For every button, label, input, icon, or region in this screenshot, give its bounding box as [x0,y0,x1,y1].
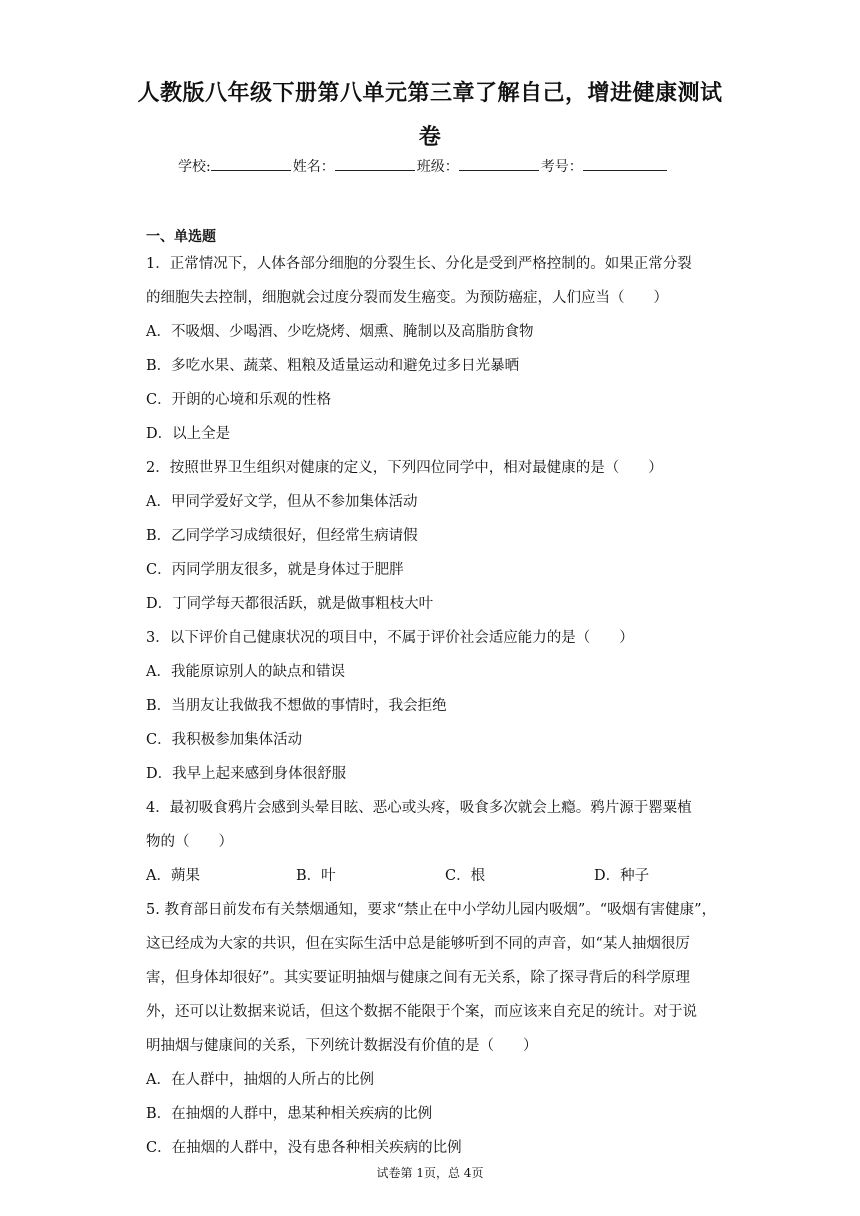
exam-no-blank [583,156,667,171]
question-1-option-c: C．开朗的心境和乐观的性格 [146,392,332,408]
class-blank [459,156,539,171]
question-2-option-a: A．甲同学爱好文学，但从不参加集体活动 [146,494,418,510]
question-5-option-b: B．在抽烟的人群中，患某种相关疾病的比例 [146,1106,433,1122]
question-1-option-a: A．不吸烟、少喝酒、少吃烧烤、烟熏、腌制以及高脂肪食物 [146,324,534,340]
page-title [120,72,740,160]
question-4-option-a: A．蒴果 [146,868,200,884]
question-5-stem-line-1: 5. 教育部日前发布有关禁烟通知，要求“禁止在中小学幼儿园内吸烟”。“吸烟有害健康”， [146,902,717,918]
question-5-stem-line-4: 外，还可以让数据来说话，但这个数据不能限于个案，而应该来自充足的统计。对于说 [146,1004,697,1020]
question-3-option-c: C．我积极参加集体活动 [146,732,303,748]
question-4-stem-line-2: 物的（ ） [146,834,233,850]
question-5-option-a: A．在人群中，抽烟的人所占的比例 [146,1072,374,1088]
question-2-stem: 2．按照世界卫生组织对健康的定义，下列四位同学中，相对最健康的是（ ） [146,460,663,476]
question-4-stem-line-1: 4．最初吸食鸦片会感到头晕目眩、恶心或头疼，吸食多次就会上瘾。鸦片源于罂粟植 [146,800,692,816]
school-label: 学校: [178,159,211,175]
question-2-option-c: C．丙同学朋友很多，就是身体过于肥胖 [146,562,404,578]
question-5-stem-line-2: 这已经成为大家的共识，但在实际生活中总是能够听到不同的声音，如“某人抽烟很厉 [146,936,690,952]
question-5-stem-line-5: 明抽烟与健康间的关系，下列统计数据没有价值的是（ ） [146,1038,538,1054]
question-3-option-b: B．当朋友让我做我不想做的事情时，我会拒绝 [146,698,447,714]
title-line-1: 人教版八年级下册第八单元第三章了解自己，增进健康测试 [137,81,723,106]
name-label: 姓名： [292,159,335,175]
question-4-option-d: D．种子 [594,868,650,884]
question-2-option-d: D．丁同学每天都很活跃，就是做事粗枝大叶 [146,596,434,612]
student-info-row [178,156,669,176]
question-5-stem-line-3: 害，但身体却很好”。其实要证明抽烟与健康之间有无关系，除了探寻背后的科学原理 [146,970,690,986]
title-line-2: 卷 [418,125,442,150]
question-2-option-b: B．乙同学学习成绩很好，但经常生病请假 [146,528,418,544]
question-4-option-c: C．根 [445,868,486,884]
question-3-option-d: D．我早上起来感到身体很舒服 [146,766,347,782]
section-heading: 一、单选题 [146,229,216,245]
page-footer: 试卷第 1页，总 4页 [376,1166,484,1180]
question-3-option-a: A．我能原谅别人的缺点和错误 [146,664,345,680]
question-1-stem-line-1: 1．正常情况下，人体各部分细胞的分裂生长、分化是受到严格控制的。如果正常分裂 [146,256,692,272]
question-5-option-c: C．在抽烟的人群中，没有患各种相关疾病的比例 [146,1140,462,1156]
school-blank [211,156,291,171]
question-1-option-b: B．多吃水果、蔬菜、粗粮及适量运动和避免过多日光暴晒 [146,358,520,374]
question-1-stem-line-2: 的细胞失去控制，细胞就会过度分裂而发生癌变。为预防癌症，人们应当（ ） [146,290,668,306]
question-3-stem: 3．以下评价自己健康状况的项目中，不属于评价社会适应能力的是（ ） [146,630,634,646]
class-label: 班级： [416,159,459,175]
question-1-option-d: D．以上全是 [146,426,231,442]
exam-no-label: 考号： [540,159,583,175]
name-blank [335,156,415,171]
question-4-option-b: B．叶 [296,868,336,884]
